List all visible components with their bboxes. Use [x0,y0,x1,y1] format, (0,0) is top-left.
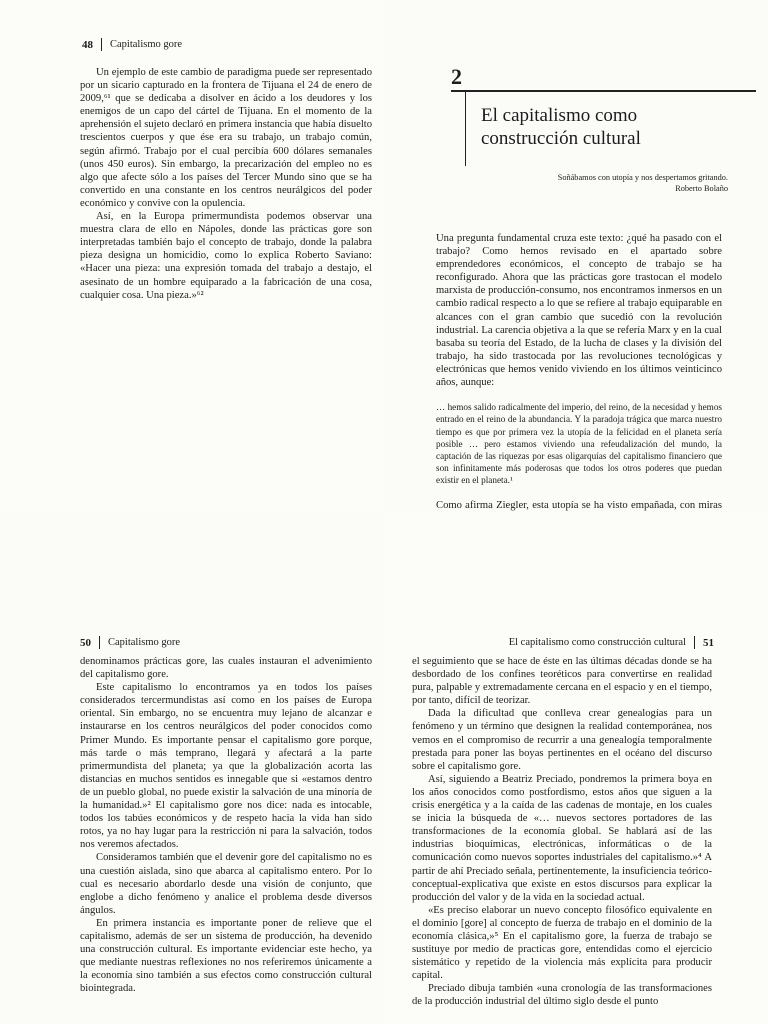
paragraph: Como afirma Ziegler, esta utopía se ha visto empañada, con miras [436,499,722,511]
paragraph: Preciado dibuja también «una cronología de las transformaciones de la producción industrial del último siglo desde el punto [412,983,712,1008]
page-48 [0,0,384,512]
paragraph: Así, en la Europa primermundista podemos observar una muestra clara de ello en Nápoles, donde las prácticas gore son interpretadas también bajo el concepto de trabajo, donde la palabra pieza designa un homicidio, como lo explica Roberto Saviano: «Hacer una pieza: una expresión tomada del trabajo a destajo, el asesinato de un hombre equiparado a la fabricación de una cosa, cualquier cosa. Una pieza.»⁶² [80,211,372,301]
divider [99,636,100,649]
page-49 [384,0,768,512]
chapter-title-line: construcción cultural [481,128,641,149]
block-quote: … hemos salido radicalmente del imperio, del reino, de la necesidad y hemos entrado en el reino de la abundancia. Y la paradoja trágica que marca nuestro tiempo es que por primera vez la utopía de la felicidad en el planeta sería posible … pero estamos viviendo una refeudalización del mundo, la captación de las riquezas por esas oligarquías del capitalismo financiero que son infinitamente más poderosas que todos los otros poderes que puedan existir en el planeta.¹ [436,402,722,486]
epigraph-author: Roberto Bolaño [675,184,728,193]
paragraph: Este capitalismo lo encontramos ya en todos los países considerados tercermundistas así como en los países de Europa oriental. Sin embargo, no se encuentra muy lejano de alcanzar e instaurarse en los centros neurálgicos del poder conocidos como Primer Mundo. Es importante pensar el capitalismo gore porque, más tarde o más temprano, llegará y afectará a la parte primermundista del planeta; ya que la globalización acorta las distancias en muchos sentidos es innegable que si «estamos dentro de un pueblo global, no puede existir la salvación de una minoría de la humanidad.»² El capitalismo gore nos dice: nada es intocable, todos los tabúes económicos y de respeto hacia la vida han sido rotos, ya no hay lugar para la restricción ni para la salvación, todos nos veremos afectados. [80,682,372,851]
body-text [80,655,372,995]
page-number: 51 [703,636,714,649]
running-head [82,38,182,51]
paragraph: denominamos prácticas gore, las cuales instauran el advenimiento del capitalismo gore. [80,656,372,681]
paragraph: el seguimiento que se hace de éste en las últimas décadas donde se ha desbordado de los confines teoréticos para convertirse en realidad pura, palpable y extremadamente cercana en el espacio y en el tiempo, por tanto, difícil de teorizar. [412,656,712,707]
body-text [412,655,712,1009]
paragraph: Consideramos también que el devenir gore del capitalismo no es una cuestión aislada, sino que abarca al capitalismo entero. Por lo cual es necesario abordarlo desde una visión de conjunto, que englobe a dicho fenómeno y analice el problema desde diversos ángulos. [80,852,372,916]
paragraph: Una pregunta fundamental cruza este texto: ¿qué ha pasado con el trabajo? Como hemos revisado en el apartado sobre emprendedores económicos, el concepto de trabajo se ha reconfigurado. Ahora que las prácticas gore trastocan el modelo marxista de producción-consumo, nos encontramos inmersos en un cambio radical respecto a lo que se refiere al trabajo equiparable en alcances con el gran cambio que sucedió con la revolución industrial. La carencia objetiva a la que se refería Marx y en la cual basaba su teoría del Estado, de la lucha de clases y la división del trabajo, ha sido trastocada por las revoluciones tecnológicas y electrónicas que hemos venido viviendo en los últimos veinticinco años, aunque: [436,233,722,389]
paragraph: En primera instancia es importante poner de relieve que el capitalismo, además de ser un sistema de producción, ha devenido una construcción cultural. Es importante evidenciar este hecho, ya que mediante nuestras reflexiones no nos referiremos únicamente a la economía sino también a sus efectos como construcción cultural biointegrada. [80,917,372,995]
page-51 [384,512,768,1024]
page-number: 50 [80,636,91,649]
epigraph-text: Soñábamos con utopía y nos despertamos gritando. [557,173,728,182]
paragraph: Así, siguiendo a Beatriz Preciado, pondremos la primera boya en los años conocidos como postfordismo, estos años que siguen a la crisis energética y a la caída de las cadenas de montaje, en los cuales se inicia la búsqueda de «… nuevos sectores portadores de las transformaciones de la economía global. Se hablará así de las industrias bioquímicas, electrónicas, informáticas o de la comunicación como nuevos soportes industriales del capitalismo.»⁴ A partir de ahí Preciado señala, pertinentemente, la insuficiencia teórico-conceptual-explicativa que existe en estos discursos para explicar la producción del valor y de la vida en la sociedad actual. [412,773,712,903]
paragraph: Un ejemplo de este cambio de paradigma puede ser representado por un sicario capturado en la frontera de Tijuana el 24 de enero de 2009,⁶¹ que se dedicaba a disolver en ácido a los deudores y los enemigos de un capo del cártel de Tijuana. En el momento de la aprehensión el sujeto declaró en primera instancia que había disuelto trescientos cuerpos y que ése era su trabajo, un trabajo común, según afirmó. Trabajo por el cual percibía 600 dólares semanales (unos 450 euros). Sin embargo, la precarización del empleo no es algo que afecte sólo a los países del Tercer Mundo sino que se ha convertido en una constante en los centros neurálgicos del poder económico y convive con la opulencia. [80,67,372,209]
paragraph: «Es preciso elaborar un nuevo concepto filosófico equivalente en el dominio [gore] al concepto de fuerza de trabajo en el dominio de la economía clásica,»⁵ En el capitalismo gore, la fuerza de trabajo se sustituye por medio de practicas gore, entendidas como el ejercicio sistemático y repetido de la violencia más explícita para producir capital. [412,904,712,982]
epigraph [558,172,728,194]
body-text [80,66,372,302]
chapter-vertical-rule [465,92,466,166]
running-head [509,636,714,649]
divider [101,38,102,51]
paragraph: Dada la dificultad que conlleva crear genealogías para un fenómeno y un término que designen la realidad contemporánea, nos vemos en el compromiso de recurrir a una genealogía temporalmente prestada para poner las boyas pertinentes en el océano del discurso sobre el capitalismo gore. [412,708,712,772]
running-head-title: Capitalismo gore [108,637,181,648]
running-head-title: El capitalismo como construcción cultural [508,637,686,648]
chapter-number: 2 [451,64,462,89]
divider [694,636,695,649]
running-head-title: Capitalismo gore [110,39,183,50]
chapter-title-line: El capitalismo como [481,105,638,126]
page-50 [0,512,384,1024]
running-head [80,636,180,649]
chapter-rule [451,90,756,92]
page-number: 48 [82,38,93,51]
body-text [436,232,722,551]
chapter-title [481,104,641,150]
